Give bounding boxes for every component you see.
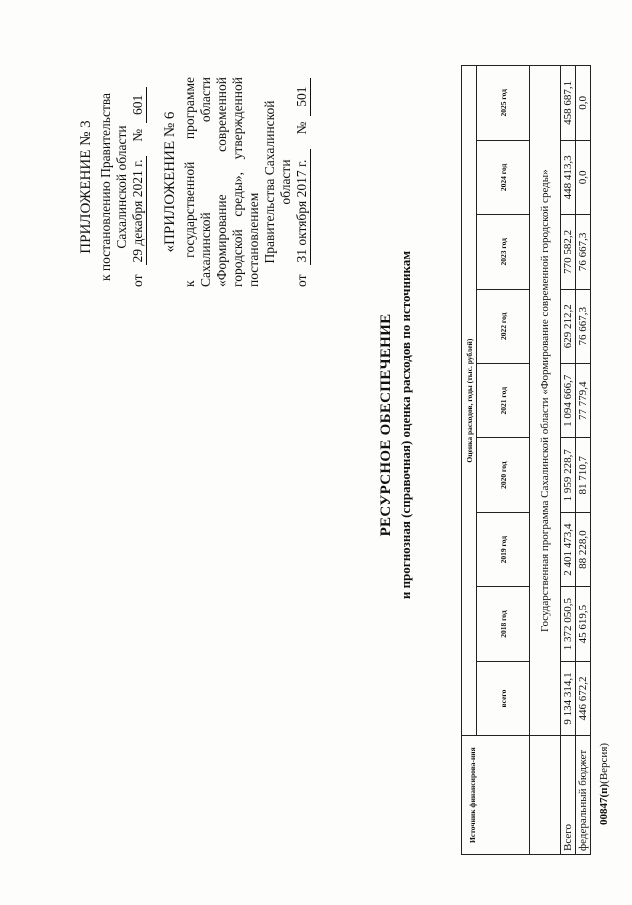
appendix-3-date-prefix: от (130, 274, 145, 287)
document-footer (598, 743, 610, 825)
appendix-3-block (78, 87, 147, 287)
appendix-6-number: 501 (294, 78, 311, 116)
table-cell: 45 619,5 (576, 587, 591, 661)
program-row (530, 66, 561, 855)
heading-subtitle: и прогнозная (справочная) оценка расходов по источникам (398, 250, 413, 600)
col-header-2022: 2022 год (477, 289, 530, 363)
table-cell: 1 372 050,5 (561, 587, 576, 661)
appendix-6-date-line (294, 77, 311, 287)
appendix-6-title: «ПРИЛОЖЕНИЕ № 6 (162, 111, 178, 253)
appendix-6-line-last: Правительства Сахалинской области (262, 100, 293, 264)
col-header-total: всего (477, 661, 530, 735)
col-header-2024: 2024 год (477, 140, 530, 214)
appendix-6-date: 31 октября 2017 г. (294, 149, 311, 265)
table-cell: 2 401 473,4 (561, 512, 576, 586)
document-heading (378, 145, 414, 705)
col-header-2023: 2023 год (477, 215, 530, 289)
table-header-row (462, 66, 477, 855)
table-cell: 76 667,3 (576, 289, 591, 363)
table-cell: 770 582,2 (561, 215, 576, 289)
col-header-2021: 2021 год (477, 364, 530, 438)
appendix-3-title: ПРИЛОЖЕНИЕ № 3 (78, 120, 94, 254)
appendix-3-date-line (130, 87, 147, 287)
appendix-3-number: 601 (130, 87, 147, 123)
appendix-3-line1: к постановлению Правительства (98, 92, 113, 282)
table-cell: 77 779,4 (576, 364, 591, 438)
table-cell: 0,0 (576, 66, 591, 141)
col-header-2025: 2025 год (477, 66, 530, 141)
appendix-6-number-label: № (294, 121, 309, 135)
col-header-2019: 2019 год (477, 512, 530, 586)
appendix-6-block (162, 77, 311, 287)
table-cell: 1 959 228,7 (561, 438, 576, 512)
source-header: Источник финансирова-ния (462, 736, 530, 855)
col-header-2018: 2018 год (477, 587, 530, 661)
table-cell: 458 687,1 (561, 66, 576, 141)
table-row (576, 66, 591, 855)
col-header-2020: 2020 год (477, 438, 530, 512)
appendix-3-line2: Сахалинской области (114, 125, 129, 249)
row-source: Всего (561, 736, 576, 855)
table-cell: 76 667,3 (576, 215, 591, 289)
table-cell: 0,0 (576, 140, 591, 214)
appendix-3-number-label: № (130, 128, 145, 142)
table-cell: 1 094 666,7 (561, 364, 576, 438)
table-cell: 446 672,2 (576, 661, 591, 735)
table-cell: 88 228,0 (576, 512, 591, 586)
appendix-3-date: 29 декабря 2021 г. (130, 156, 147, 265)
program-row-label: Государственная программа Сахалинской области «Формирование современной городской среды» (530, 66, 561, 736)
footer-code: 00847(п) (598, 783, 610, 825)
table-row (561, 66, 576, 855)
table-cell: 9 134 314,1 (561, 661, 576, 735)
resources-table (461, 65, 591, 855)
row-source: федеральный бюджет (576, 736, 591, 855)
footer-version: (Версия) (598, 742, 610, 784)
appendix-6-text: к государственной программе Сахалинской области «Формирование современной городской среды», утвержденной постановлением (182, 77, 261, 287)
heading-title: РЕСУРСНОЕ ОБЕСПЕЧЕНИЕ (378, 313, 394, 537)
group-header: Оценка расходов, годы (тыс. рублей) (462, 66, 477, 736)
table-cell: 448 413,3 (561, 140, 576, 214)
table-cell: 629 212,2 (561, 289, 576, 363)
table-cell: 81 710,7 (576, 438, 591, 512)
appendix-6-date-prefix: от (294, 274, 309, 287)
